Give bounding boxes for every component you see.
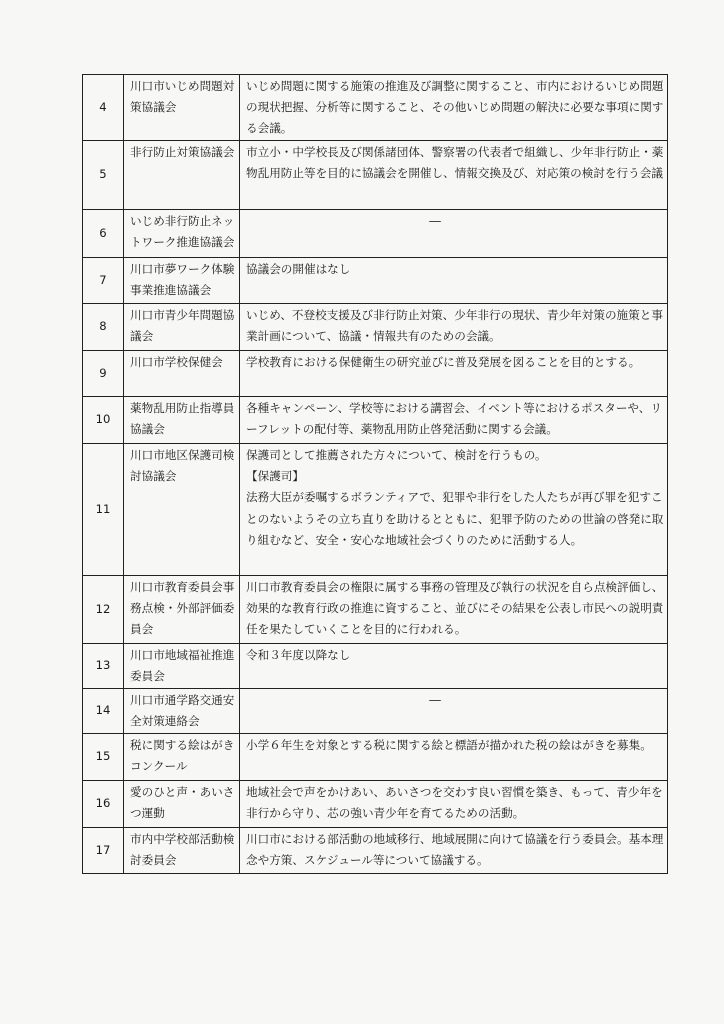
council-name: 愛のひと声・あいさつ運動: [124, 781, 240, 828]
table-row: [83, 444, 668, 576]
table-row: [83, 304, 668, 351]
row-number: 17: [83, 828, 124, 874]
council-table: [82, 74, 668, 874]
council-description: 学校教育における保健衛生の研究並びに普及発展を図ることを目的とする。: [240, 351, 668, 397]
council-description: 地域社会で声をかけあい、あいさつを交わす良い習慣を築き、もって、青少年を非行から守り、芯の強い青少年を育てるための活動。: [240, 781, 668, 828]
row-number: 7: [83, 258, 124, 304]
table-row: [83, 351, 668, 397]
council-name: 市内中学校部活動検討委員会: [124, 828, 240, 874]
row-number: 4: [83, 75, 124, 141]
council-name: 川口市通学路交通安全対策連絡会: [124, 689, 240, 734]
council-name: 川口市いじめ問題対策協議会: [124, 75, 240, 141]
council-name: 川口市夢ワーク体験事業推進協議会: [124, 258, 240, 304]
note-heading: 【保護司】: [246, 469, 304, 484]
council-name: 川口市地区保護司検討協議会: [124, 444, 240, 576]
row-number: 10: [83, 397, 124, 444]
note-text: 法務大臣が委嘱するボランティアで、犯罪や非行をした人たちが再び罪を犯すことのないようその立ち直りを助けるとともに、犯罪予防のための世論の啓発に取り組むなど、安全・安心な地域社会づくりのために活動する人。: [246, 490, 664, 547]
empty-dash: ―: [429, 693, 441, 707]
council-description: 小学６年生を対象とする税に関する絵と標語が描かれた税の絵はがきを募集。: [240, 734, 668, 781]
council-description: 協議会の開催はなし: [240, 258, 668, 304]
council-description: 川口市における部活動の地域移行、地域展開に向けて協議を行う委員会。基本理念や方策、スケジュール等について協議する。: [240, 828, 668, 874]
council-name: 税に関する絵はがきコンクール: [124, 734, 240, 781]
council-description: 各種キャンペーン、学校等における講習会、イベント等におけるポスターや、リーフレットの配付等、薬物乱用防止啓発活動に関する会議。: [240, 397, 668, 444]
council-name: 川口市教育委員会事務点検・外部評価委員会: [124, 576, 240, 644]
table-row: [83, 689, 668, 734]
table-row: [83, 828, 668, 874]
table-row: [83, 781, 668, 828]
council-description: いじめ問題に関する施策の推進及び調整に関すること、市内におけるいじめ問題の現状把握、分析等に関すること、その他いじめ問題の解決に必要な事項に関する会議。: [240, 75, 668, 141]
table-row: [83, 397, 668, 444]
table-row: [83, 75, 668, 141]
table-row: [83, 576, 668, 644]
row-number: 13: [83, 644, 124, 689]
table-row: [83, 734, 668, 781]
council-name: 非行防止対策協議会: [124, 141, 240, 210]
table-row: [83, 258, 668, 304]
row-number: 15: [83, 734, 124, 781]
row-number: 6: [83, 210, 124, 258]
council-name: 川口市地域福祉推進委員会: [124, 644, 240, 689]
council-description: いじめ、不登校支援及び非行防止対策、少年非行の現状、青少年対策の施策と事業計画について、協議・情報共有のための会議。: [240, 304, 668, 351]
table-row: [83, 644, 668, 689]
council-description: 保護司として推薦された方々について、検討を行うもの。: [246, 448, 547, 462]
council-name: いじめ非行防止ネットワーク推進協議会: [124, 210, 240, 258]
empty-dash: ―: [429, 214, 441, 228]
council-description: 市立小・中学校長及び関係諸団体、警察署の代表者で組織し、少年非行防止・薬物乱用防止等を目的に協議会を開催し、情報交換及び、対応策の検討を行う会議: [240, 141, 668, 210]
row-number: 11: [83, 444, 124, 576]
council-name: 薬物乱用防止指導員協議会: [124, 397, 240, 444]
row-number: 12: [83, 576, 124, 644]
row-number: 9: [83, 351, 124, 397]
row-number: 16: [83, 781, 124, 828]
council-description: 川口市教育委員会の権限に属する事務の管理及び執行の状況を自ら点検評価し、効果的な教育行政の推進に資すること、並びにその結果を公表し市民への説明責任を果たしていくことを目的に行われる。: [240, 576, 668, 644]
table-row: [83, 141, 668, 210]
row-number: 5: [83, 141, 124, 210]
row-number: 8: [83, 304, 124, 351]
row-number: 14: [83, 689, 124, 734]
council-name: 川口市青少年問題協議会: [124, 304, 240, 351]
table-row: [83, 210, 668, 258]
council-name: 川口市学校保健会: [124, 351, 240, 397]
council-description: 令和３年度以降なし: [240, 644, 668, 689]
